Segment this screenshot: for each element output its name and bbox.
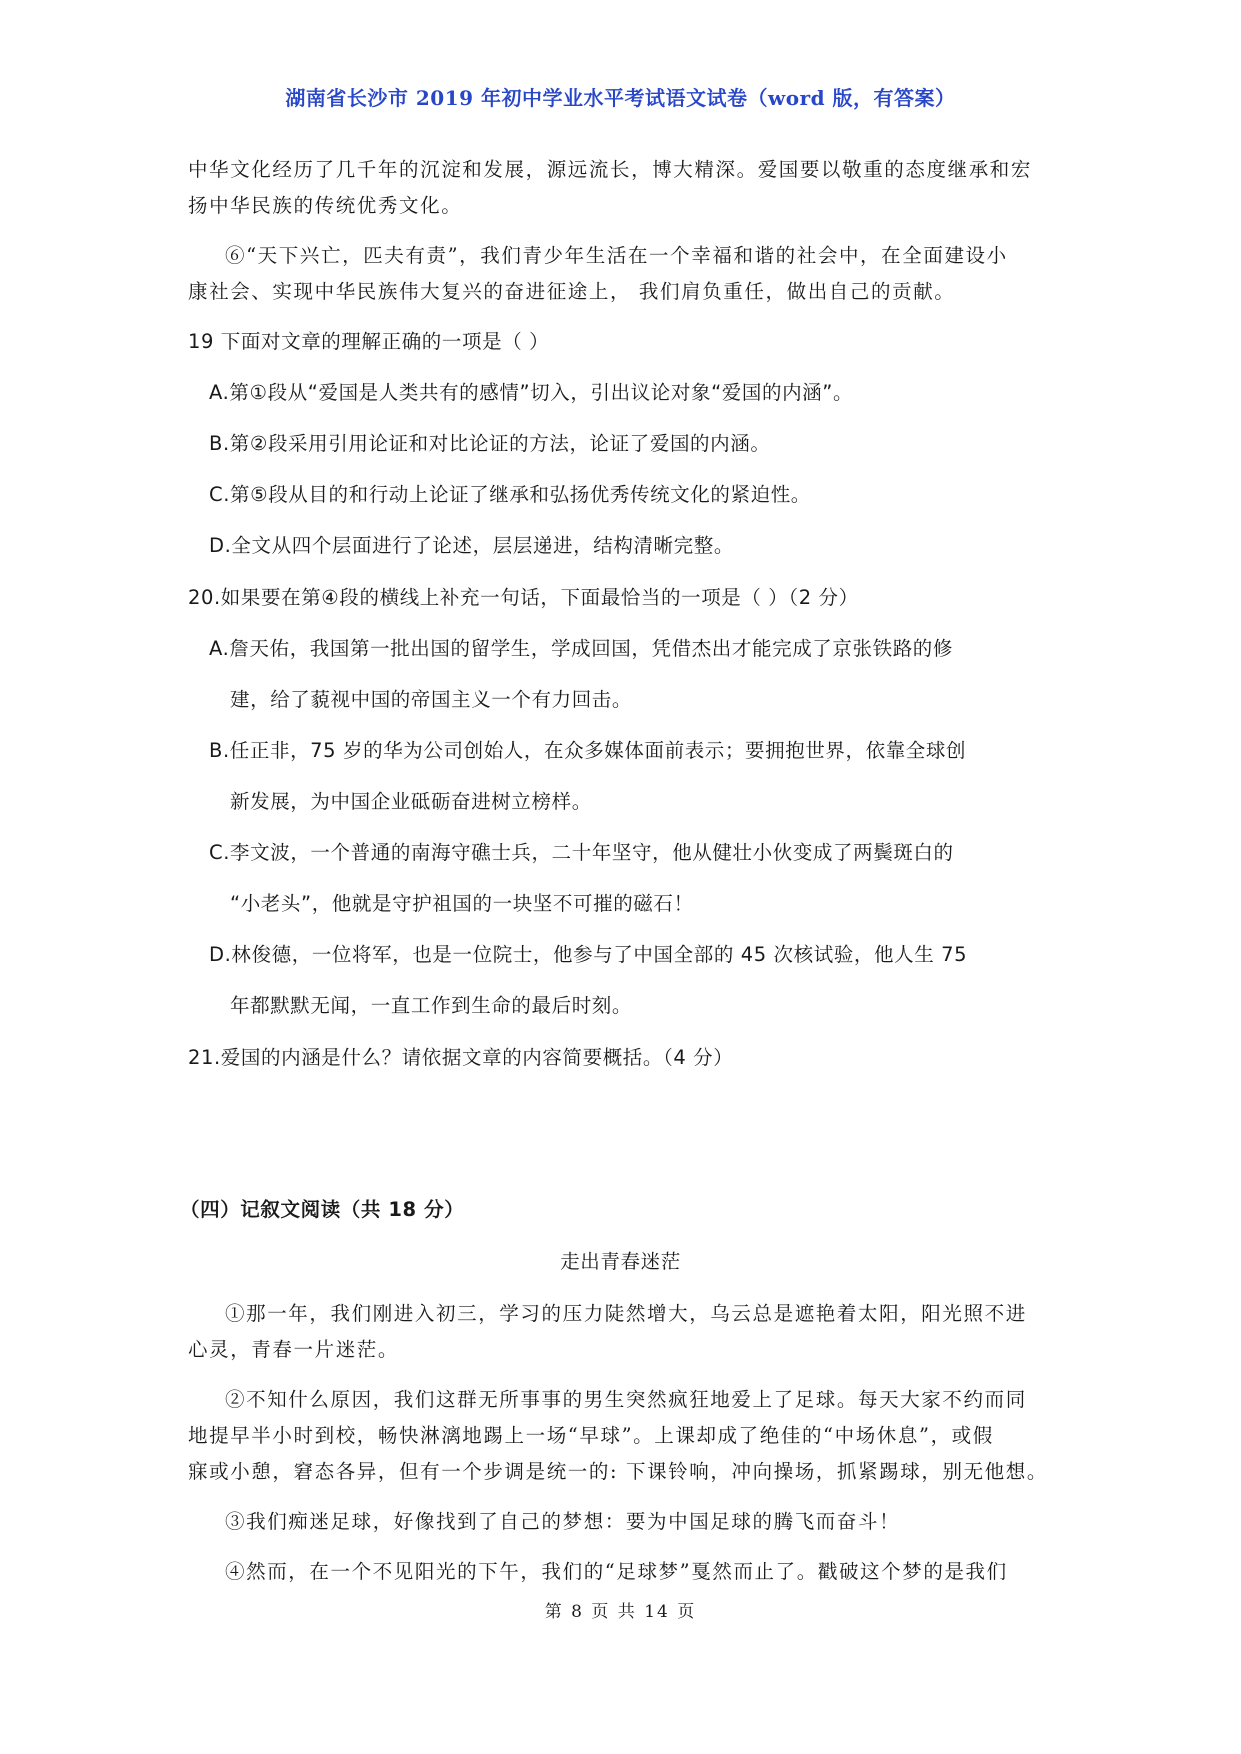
story-paragraph-line: 寐或小憩，窘态各异，但有一个步调是统一的: 下课铃响，冲向操场，抓紧踢球，别无他想。 <box>188 1460 1048 1483</box>
question-20-option-c-cont: “小老头”，他就是守护祖国的一块坚不可摧的磁石！ <box>230 892 694 915</box>
question-19-option-c: C.第⑤段从目的和行动上论证了继承和弘扬优秀传统文化的紧迫性。 <box>209 483 811 506</box>
question-19-option-d: D.全文从四个层面进行了论述，层层递进，结构清晰完整。 <box>209 534 734 557</box>
question-20-option-d-cont: 年都默默无闻，一直工作到生命的最后时刻。 <box>230 994 633 1017</box>
story-title: 走出青春迷茫 <box>560 1250 681 1273</box>
story-paragraph-line: ①那一年，我们刚进入初三，学习的压力陡然增大，乌云总是遮艳着太阳，阳光照不进 <box>225 1302 1027 1325</box>
question-20-option-b: B.任正非，75 岁的华为公司创始人，在众多媒体面前表示；要拥抱世界，依靠全球创 <box>209 739 967 762</box>
page-number-footer: 第 8 页 共 14 页 <box>544 1602 697 1622</box>
question-19-option-b: B.第②段采用引用论证和对比论证的方法，论证了爱国的内涵。 <box>209 432 771 455</box>
question-21-stem: 21.爱国的内涵是什么？请依据文章的内容简要概括。（4 分） <box>188 1046 734 1069</box>
question-19-stem: 19 下面对文章的理解正确的一项是（ ） <box>188 330 550 353</box>
paragraph-6-line: ⑥“天下兴亡，匹夫有责”，我们青少年生活在一个幸福和谐的社会中，在全面建设小 <box>225 244 1008 267</box>
question-20-option-d: D.林俊德，一位将军，也是一位院士，他参与了中国全部的 45 次核试验，他人生 75 <box>209 943 968 966</box>
paragraph-6-line: 康社会、实现中华民族伟大复兴的奋进征途上， 我们肩负重任，做出自己的贡献。 <box>188 280 956 303</box>
question-20-option-b-cont: 新发展，为中国企业砥砺奋进树立榜样。 <box>230 790 592 813</box>
story-paragraph-line: 心灵，青春一片迷茫。 <box>188 1338 400 1361</box>
passage-line: 中华文化经历了几千年的沉淀和发展，源远流长，博大精深。爱国要以敬重的态度继承和宏 <box>188 158 1033 181</box>
question-20-option-c: C.李文波，一个普通的南海守礁士兵，二十年坚守，他从健壮小伙变成了两鬓斑白的 <box>209 841 954 864</box>
document-header-title: 湖南省长沙市 2019 年初中学业水平考试语文试卷（word 版，有答案） <box>285 86 956 110</box>
question-20-option-a-cont: 建，给了藐视中国的帝国主义一个有力回击。 <box>230 688 633 711</box>
story-paragraph-line: 地提早半小时到校，畅快淋漓地踢上一场“早球”。上课却成了绝佳的“中场休息”，或假 <box>188 1424 994 1447</box>
story-paragraph-line: ②不知什么原因，我们这群无所事事的男生突然疯狂地爱上了足球。每天大家不约而同 <box>225 1388 1027 1411</box>
question-19-option-a: A.第①段从“爱国是人类共有的感情”切入，引出议论对象“爱国的内涵”。 <box>209 381 854 404</box>
question-20-stem: 20.如果要在第④段的横线上补充一句话，下面最恰当的一项是（ ）（2 分） <box>188 586 859 609</box>
question-20-option-a: A.詹天佑，我国第一批出国的留学生，学成回国，凭借杰出才能完成了京张铁路的修 <box>209 637 953 660</box>
story-paragraph-line: ④然而，在一个不见阳光的下午，我们的“足球梦”戛然而止了。戳破这个梦的是我们 <box>225 1560 1008 1583</box>
story-paragraph-line: ③我们痴迷足球，好像找到了自己的梦想：要为中国足球的腾飞而奋斗！ <box>225 1510 901 1533</box>
passage-line: 扬中华民族的传统优秀文化。 <box>188 194 463 217</box>
section-4-heading: （四）记叙文阅读（共 18 分） <box>180 1198 465 1221</box>
